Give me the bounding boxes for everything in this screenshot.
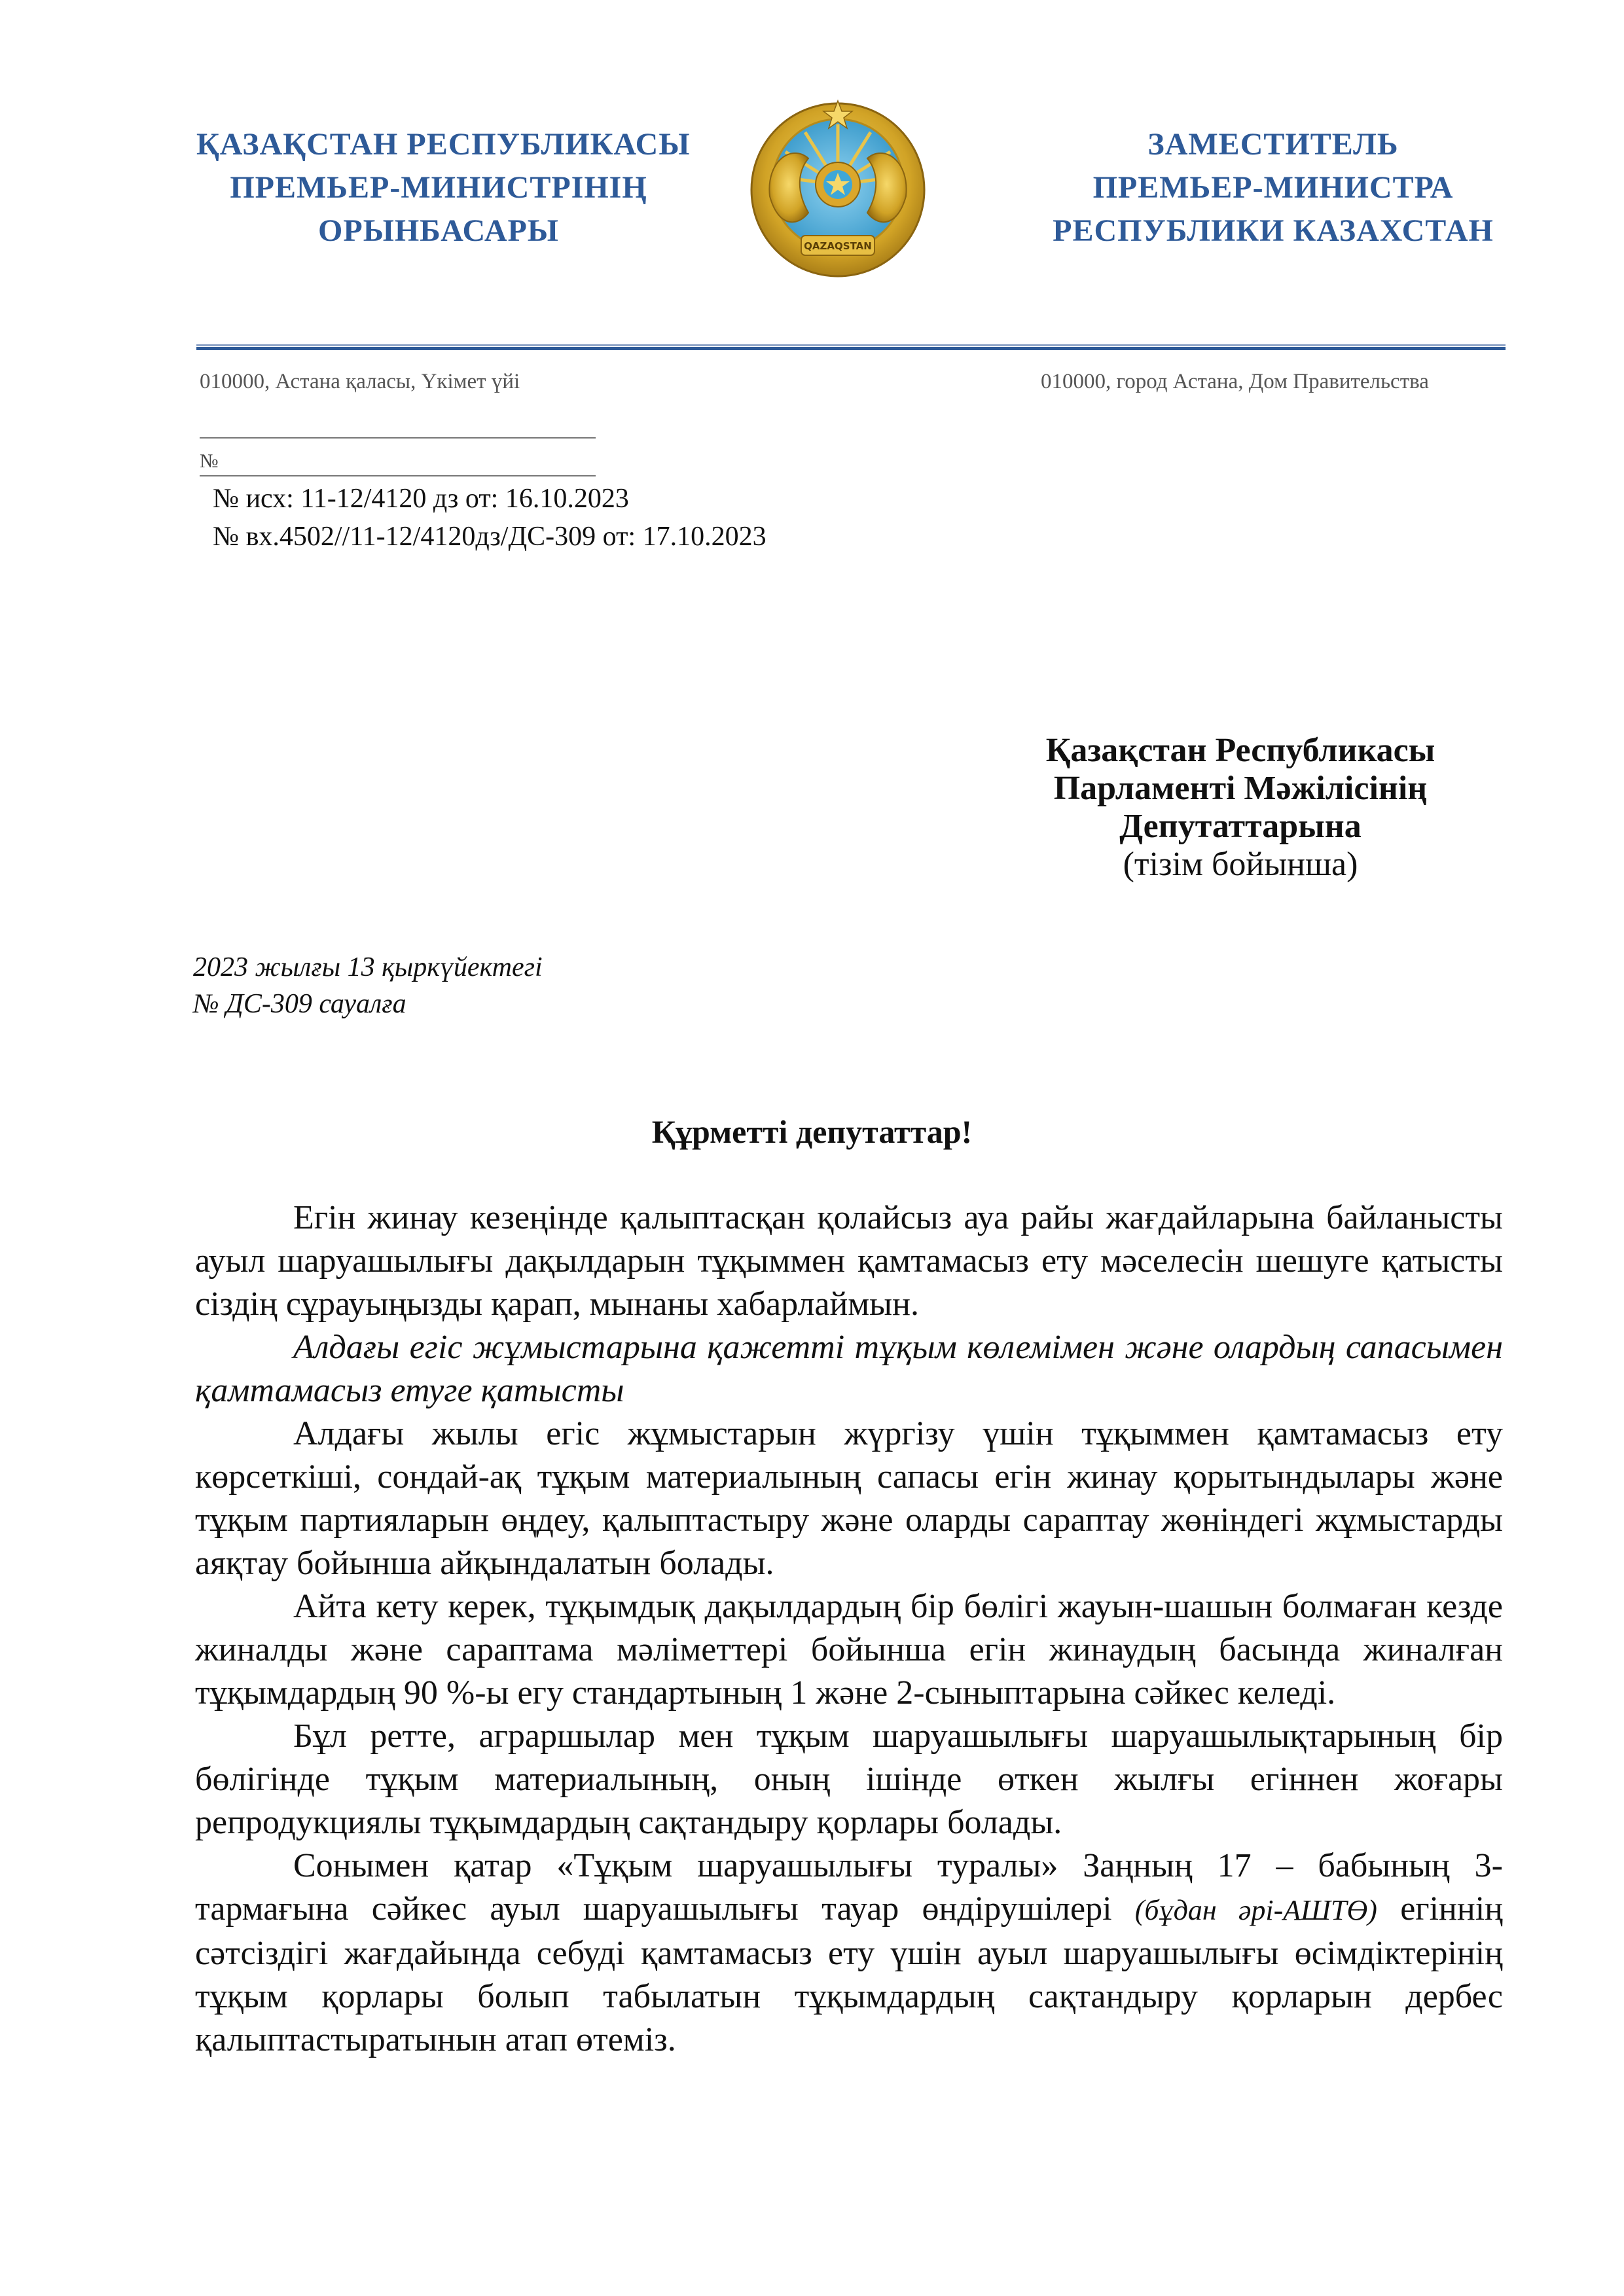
addressee-note: (тізім бойынша) xyxy=(1123,846,1358,883)
reference-block xyxy=(193,949,543,1022)
body-paragraph: Бұл ретте, аграршылар мен тұқым шаруашылығы шаруашылықтарының бір бөлігінде тұқым материалының, оның ішінде өткен жылғы егіннен жоғары репродукциялы тұқымдардың сақтандыру қорлары болады. xyxy=(195,1717,1503,1841)
outgoing-number: № исх: 11-12/4120 дз от: 16.10.2023 xyxy=(213,484,629,514)
letter-body xyxy=(195,1196,1503,2062)
body-text-span: Сонымен қатар «Тұқым шаруашылығы туралы» Заңның 17 – бабының 3-тармағына сәйкес ауыл шаруашылығы тауар өндірушілері xyxy=(195,1847,1503,1928)
salutation: Құрметті депутаттар! xyxy=(651,1113,973,1150)
abbreviation-note: (бұдан әрі-АШТӨ) xyxy=(1134,1894,1377,1926)
address-left: 010000, Астана қаласы, Үкімет үйі xyxy=(200,370,520,393)
addressee-line: Депутаттарына xyxy=(1119,808,1362,845)
incoming-number: № вх.4502//11-12/4120дз/ДС-309 от: 17.10.2023 xyxy=(213,522,767,552)
body-paragraph xyxy=(195,1844,1503,2062)
body-text-span: егіннің сәтсіздігі жағдайында себуді қамтамасыз ету үшін ауыл шаруашылығы өсімдіктерінің тұқым қорлары болып табылатын тұқымдардың сақтандыру қорларын дербес қалыптастыратынын атап өтеміз. xyxy=(195,1890,1503,2058)
header-right-line: РЕСПУБЛИКИ КАЗАХСТАН xyxy=(1053,213,1494,248)
addressee-block xyxy=(910,732,1571,884)
header-left-line: ПРЕМЬЕР-МИНИСТРІНІҢ xyxy=(230,170,647,205)
header-divider xyxy=(196,347,1506,350)
body-subheading: Алдағы егіс жұмыстарына қажетті тұқым көлемімен және олардың сапасымен қамтамасыз етуге қатысты xyxy=(195,1329,1503,1409)
body-paragraph: Алдағы жылы егіс жұмыстарын жүргізу үшін тұқыммен қамтамасыз ету көрсеткіші, сондай-ақ тұқым материалының сапасы егін жинау қорытындылары және тұқым партияларын өңдеу, қалыптастыру және оларды сараптау жөніндегі жұмыстарды аяқтау бойынша айқындалатын болады. xyxy=(195,1415,1503,1582)
addressee-line: Қазақстан Республикасы xyxy=(1045,732,1435,769)
svg-text:QAZAQSTAN: QAZAQSTAN xyxy=(804,240,872,252)
header-right-line: ЗАМЕСТИТЕЛЬ xyxy=(1147,127,1399,162)
header-left-line: ОРЫНБАСАРЫ xyxy=(318,213,559,248)
blank-line-date xyxy=(200,437,596,439)
reference-date: 2023 жылғы 13 қыркүйектегі xyxy=(193,952,543,982)
body-paragraph: Егін жинау кезеңінде қалыптасқан қолайсыз ауа райы жағдайларына байланысты ауыл шаруашылығы дақылдарын тұқыммен қамтамасыз ету мәселесін шешуге қатысты сіздің сұрауыңызды қарап, мынаны хабарлаймын. xyxy=(195,1199,1503,1323)
address-right: 010000, город Астана, Дом Правительства xyxy=(1041,370,1429,393)
blank-line-number xyxy=(200,475,596,476)
header-right-org xyxy=(1024,123,1522,253)
header-divider-thin xyxy=(196,344,1506,346)
header-left-org xyxy=(196,123,691,253)
reference-number: № ДС-309 сауалға xyxy=(193,989,406,1019)
number-sign: № xyxy=(200,450,219,472)
body-paragraph: Айта кету керек, тұқымдық дақылдардың бір бөлігі жауын-шашын болмаған кезде жиналды және сараптама мәліметтері бойынша егін жинаудың басында жиналған тұқымдардың 90 %-ы егу стандартының 1 және 2-сыныптарына сәйкес келеді. xyxy=(195,1588,1503,1712)
state-emblem-icon xyxy=(746,98,929,288)
header-right-line: ПРЕМЬЕР-МИНИСТРА xyxy=(1092,170,1454,205)
header-left-line: ҚАЗАҚСТАН РЕСПУБЛИКАСЫ xyxy=(196,127,691,162)
addressee-line: Парламенті Мәжілісінің xyxy=(1053,770,1428,807)
